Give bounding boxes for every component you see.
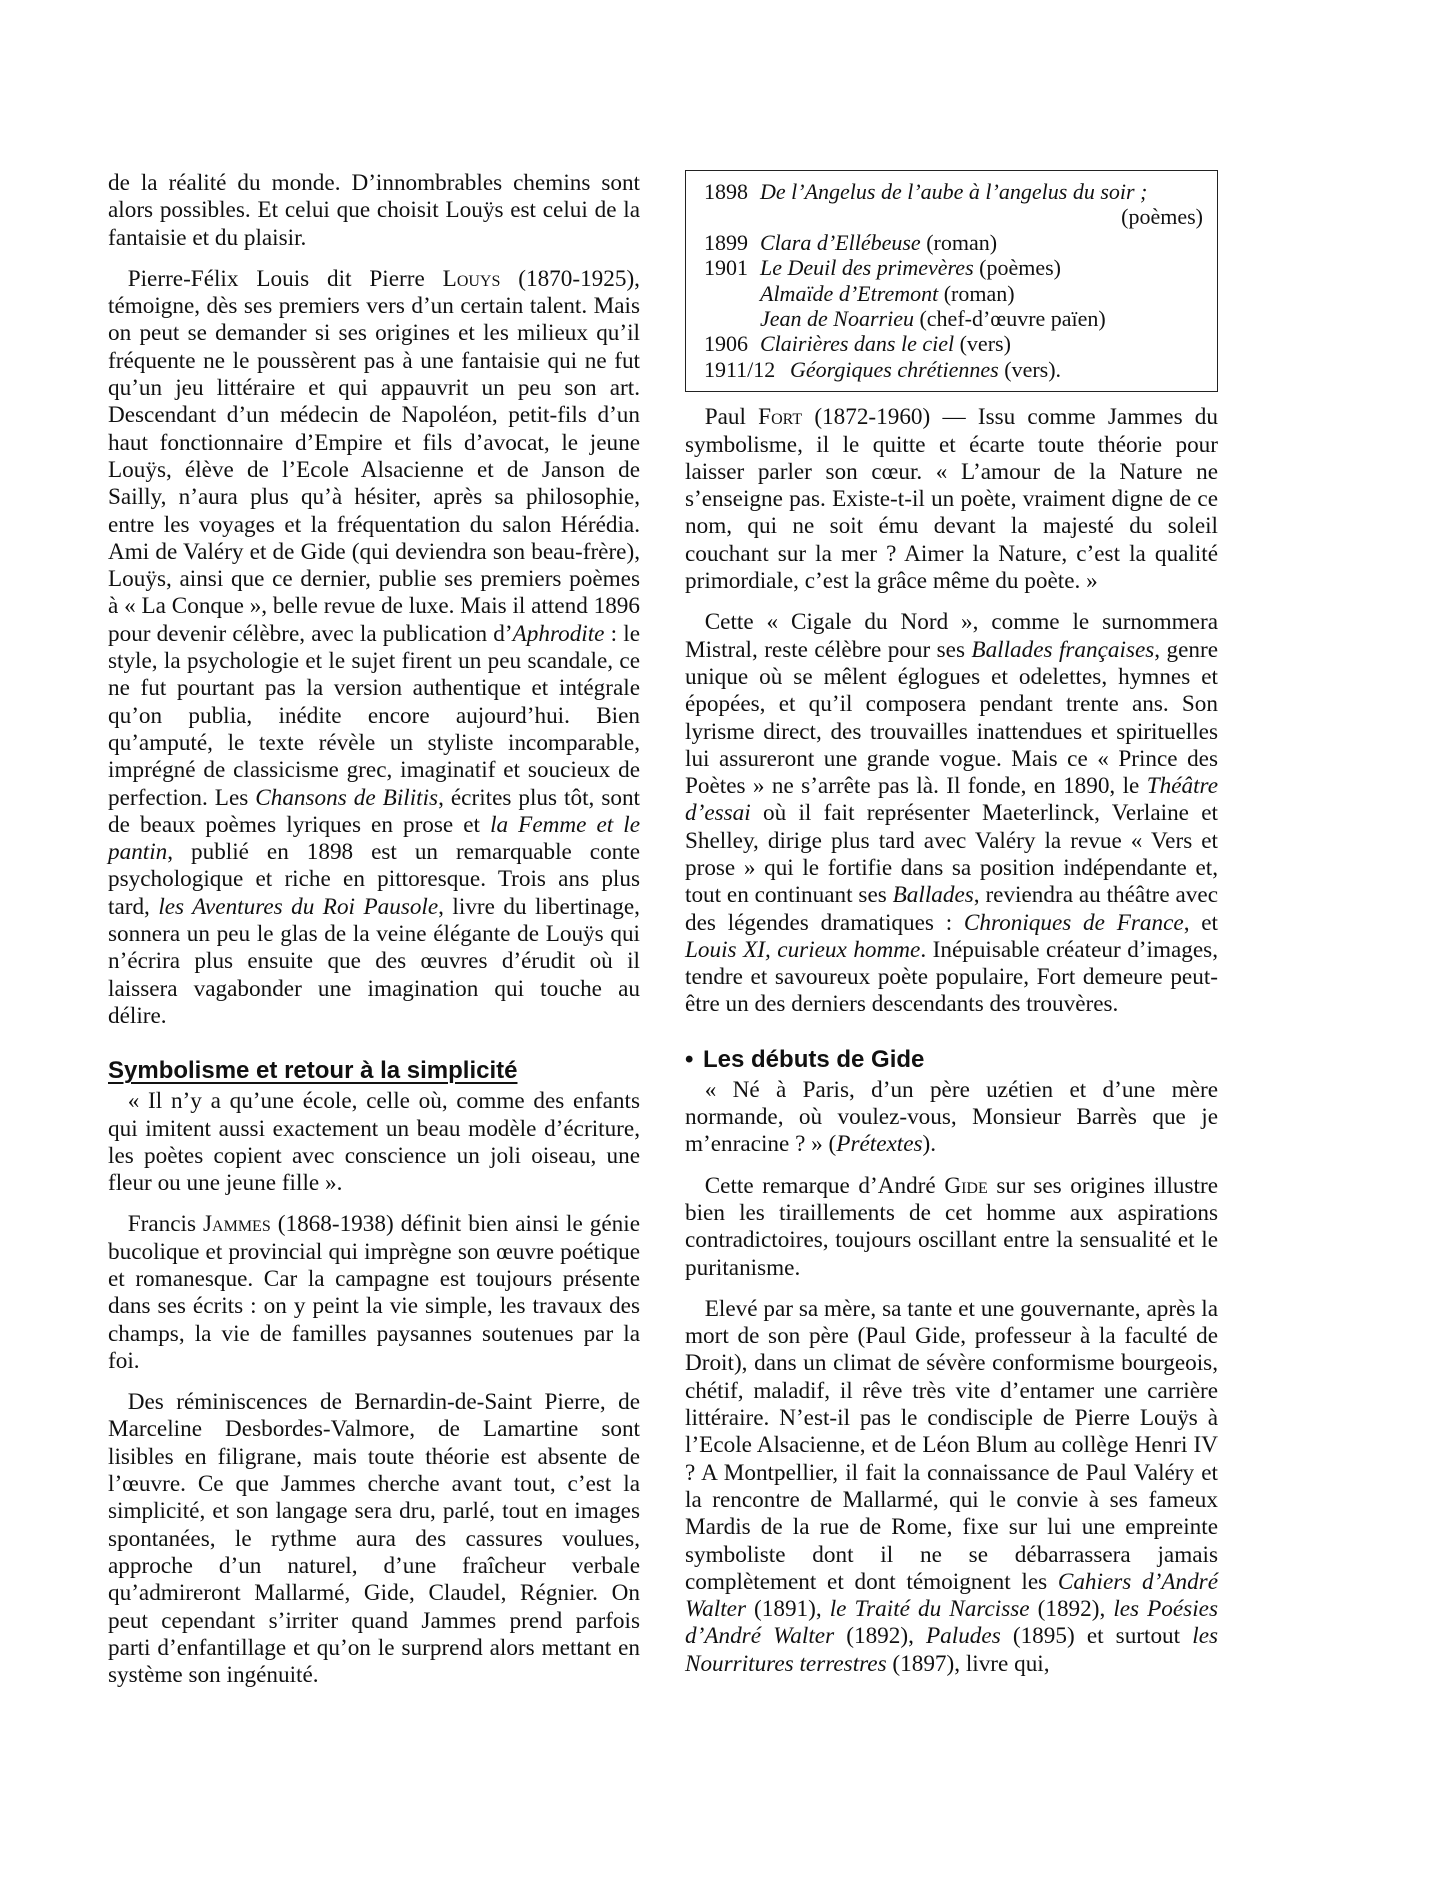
text-run: (1872-1960) — Issu comme Jammes du symbolisme, il le quitte et écarte toute théorie pour laisser parler son cœur. « L’amour de la Nature ne s’enseigne pas. Existe-t-il un poète, vraiment digne de ce nom, qui ne soit ému devant la majesté du soleil couchant sur la mer ? Aimer la Nature, c’est la qualité primordiale, c’est la grâce même du poète. » <box>685 404 1218 595</box>
chronology-row <box>704 306 1203 331</box>
text-run: (1891), <box>745 1596 830 1623</box>
paragraph-gide-origins <box>685 1173 1218 1282</box>
chronology-row <box>704 281 1203 306</box>
paragraph-jammes-style: Des réminiscences de Bernardin-de-Saint Pierre, de Marceline Desbordes-Valmore, de Lamartine sont lisibles en filigrane, mais toute théorie est absente de l’œuvre. Ce que Jammes cherche avant tout, c’est la simplicité, et son langage sera dru, parlé, tout en images spontanées, le rythme aura des cassures voulues, approche d’un naturel, d’une fraîcheur verbale qu’admireront Mallarmé, Gide, Claudel, Régnier. On peut cependant s’irriter quand Jammes prend parfois parti d’enfantillage et qu’on le surprend alors mettant en système son ingénuité. <box>108 1389 640 1689</box>
quote-jammes: « Il n’y a qu’une école, celle où, comme des enfants qui imitent aussi exactement un beau modèle d’écriture, les poètes copient avec conscience un joli oiseau, une fleur ou une jeune fille ». <box>108 1088 640 1197</box>
work-title: Chansons de Bilitis <box>255 784 439 811</box>
chronology-row <box>704 331 1203 356</box>
chronology-genre: (chef-d’œuvre païen) <box>913 306 1106 332</box>
work-title: Paludes <box>926 1623 1001 1650</box>
text-run: sur ses origines illustre bien les tiraillements de cet homme aux aspirations contradictoires, toujours oscillant entre la sensualité et le puritanisme. <box>685 1172 1218 1281</box>
chronology-genre: (poèmes) <box>1121 204 1203 230</box>
work-title: Géorgiques chrétiennes <box>790 356 999 382</box>
paragraph-fort-ballades <box>685 609 1218 1018</box>
paragraph-louys-intro: de la réalité du monde. D’innombrables chemins sont alors possibles. Et celui que choisit Louÿs est celui de la fantaisie et du plaisir. <box>108 170 640 251</box>
text-run: (1895) et surtout <box>1000 1623 1193 1650</box>
work-title: Clara d’Ellébeuse <box>760 229 921 255</box>
chronology-box <box>685 170 1218 392</box>
chronology-row <box>704 357 1203 382</box>
paragraph-louys <box>108 266 640 1030</box>
text-run: Cette remarque d’André <box>704 1172 945 1199</box>
section-heading-gide <box>685 1045 1218 1075</box>
work-title: les Aventures du Roi Pausole <box>158 893 439 920</box>
paragraph-fort <box>685 404 1218 595</box>
work-title: la Femme et le pantin <box>108 811 640 866</box>
section-heading-symbolisme <box>108 1056 640 1086</box>
left-column <box>108 170 640 1703</box>
text-run: , livre du libertinage, sonnera un peu le glas de la veine élégante de Louÿs qui n’écrira plus ensuite que des œuvres d’érudit où il laissera vagabonder une imagination qui touche au délire. <box>108 893 640 1029</box>
work-title: De l’Angelus de l’aube à l’angelus du soir ; <box>760 179 1148 204</box>
chronology-genre: (vers). <box>998 356 1062 382</box>
text-run: Elevé par sa mère, sa tante et une gouvernante, après la mort de son père (Paul Gide, professeur à la faculté de Droit), dans un climat de sévère conformisme bourgeois, chétif, maladif, il rêve très vite d’entamer une carrière littéraire. N’est-il pas le condisciple de Pierre Louÿs à l’Ecole Alsacienne, et de Léon Blum au collège Henri IV ? A Montpellier, il fait la connaissance de Paul Valéry et la rencontre de Mallarmé, qui le convie à ses fameux Mardis de la rue de Rome, fixe sur lui une empreinte symboliste dont il ne se débarrassera jamais complètement et dont témoignent les <box>685 1295 1218 1595</box>
text-run: ). <box>922 1131 937 1158</box>
work-title: Cahiers d’André Walter <box>685 1568 1218 1623</box>
paragraph-gide-youth <box>685 1296 1218 1678</box>
work-title: Almaïde d’Etremont <box>760 280 939 306</box>
text-run: , publié en 1898 est un remarquable conte psychologique et riche en pittoresque. Trois ans plus tard, <box>108 839 640 920</box>
section-heading-text: Les débuts de Gide <box>703 1045 925 1073</box>
chronology-row <box>704 230 1203 255</box>
work-title: Clairières dans le ciel <box>760 331 955 357</box>
work-title: les Poésies d’André Walter <box>685 1596 1218 1650</box>
work-title: les Nourritures terrestres <box>685 1623 1219 1677</box>
chronology-year: 1898 <box>704 179 748 204</box>
text-run: . Inépuisable créateur d’images, tendre et savoureux poète populaire, Fort demeure peut-être un des derniers descendants des trouvères. <box>685 936 1218 1018</box>
chronology-row <box>704 179 1203 204</box>
quote-gide <box>685 1077 1218 1159</box>
text-run: : le style, la psychologie et le sujet firent un peu scandale, ce ne fut pourtant pas la version authentique et intégrale qu’on publia, inédite encore aujourd’hui. Bien qu’amputé, le texte révèle un styliste incomparable, imprégné de classicisme grec, imaginatif et soucieux de perfection. Les <box>108 620 640 811</box>
text-run: « Né à Paris, d’un père uzétien et d’une mère normande, où voulez-vous, Monsieur Barrès que je m’enracine ? » ( <box>685 1076 1218 1158</box>
chronology-row <box>704 255 1203 280</box>
text-run: (1897), livre qui, <box>886 1650 1050 1677</box>
section-heading-text: Symbolisme et retour à la simplicité <box>108 1057 518 1085</box>
author-name-louys: Louys <box>442 265 501 292</box>
work-title: Chroniques de France <box>963 909 1184 936</box>
text-run: (1892), <box>834 1623 927 1650</box>
text-run: Paul <box>704 404 759 431</box>
work-title: Jean de Noarrieu <box>760 306 914 332</box>
text-run: (1870-1925), témoigne, dès ses premiers vers d’un certain talent. Mais on peut se demander si ses origines et les milieux qu’il fréquente ne le poussèrent pas à une fantaisie qui ne fut qu’un jeu littéraire et qui appauvrit un peu son art. Descendant d’un médecin de Napoléon, petit-fils d’un haut fonctionnaire d’Empire et fils d’avocat, le jeune Louÿs, élève de l’Ecole Alsacienne et de Janson de Sailly, n’aura plus qu’à hésiter, après sa philosophie, entre les voyages et la fréquentation du salon Hérédia. Ami de Valéry et de Gide (qui deviendra son beau-frère), Louÿs, ainsi que ce dernier, publie ses premiers poèmes à « La Conque », belle revue de luxe. Mais il attend 1896 pour devenir célèbre, avec la publication d’ <box>108 265 640 647</box>
text-run: Pierre-Félix Louis dit Pierre <box>127 265 443 292</box>
text-run: où il fait représenter Maeterlinck, Verlaine et Shelley, dirige plus tard avec Valéry la revue « Vers et prose » qui le fortifie dans sa position indépendante et, tout en continuant ses <box>685 800 1218 909</box>
chronology-year: 1906 <box>704 331 748 357</box>
chronology-genre: (vers) <box>954 331 1011 357</box>
text-run: , genre unique où se mêlent églogues et odelettes, hymnes et épopées, et qu’il composera pendant trente ans. Son lyrisme direct, des trouvailles inattendues et spirituelles lui assureront une grande vogue. Mais ce « Prince des Poètes » ne s’arrête pas là. Il fonde, en 1890, le <box>685 636 1219 800</box>
bullet-icon: • <box>685 1045 694 1073</box>
text-run: , reviendra au théâtre avec des légendes dramatiques : <box>685 882 1218 936</box>
work-title: Ballades françaises <box>971 636 1155 663</box>
chronology-year: 1911/12 <box>704 356 776 382</box>
work-title: Le Deuil des primevères <box>760 255 974 281</box>
work-title: Prétextes <box>836 1131 923 1158</box>
text-run: , et <box>1183 909 1218 936</box>
text-run: , écrites plus tôt, sont de beaux poèmes lyriques en prose et <box>108 784 640 838</box>
right-column <box>685 170 1218 1692</box>
text-run: (1892), <box>1029 1596 1114 1623</box>
work-title: le Traité du Narcisse <box>829 1596 1030 1623</box>
work-title: Théâtre d’essai <box>685 773 1218 827</box>
text-run: Cette « Cigale du Nord », comme le surnommera Mistral, reste célèbre pour ses <box>685 609 1218 663</box>
text-run: Francis <box>127 1211 204 1238</box>
work-title: Louis XI, curieux homme <box>685 936 921 963</box>
chronology-genre: (roman) <box>938 280 1015 306</box>
chronology-genre: (poèmes) <box>973 255 1061 281</box>
text-run: (1868-1938) définit bien ainsi le génie bucolique et provincial qui imprègne son œuvre poétique et romanesque. Car la campagne est toujours présente dans ses écrits : on y peint la vie simple, les travaux des champs, la vie de familles paysannes soutenues par la foi. <box>108 1211 640 1374</box>
chronology-year: 1899 <box>704 229 748 255</box>
chronology-year: 1901 <box>704 255 748 281</box>
author-name-jammes: Jammes <box>203 1211 271 1238</box>
work-title: Aphrodite <box>512 620 605 647</box>
author-name-fort: Fort <box>758 404 803 431</box>
chronology-genre: (roman) <box>920 229 998 255</box>
author-name-gide: Gide <box>944 1172 988 1199</box>
work-title: Ballades <box>892 882 974 909</box>
paragraph-jammes <box>108 1211 640 1375</box>
